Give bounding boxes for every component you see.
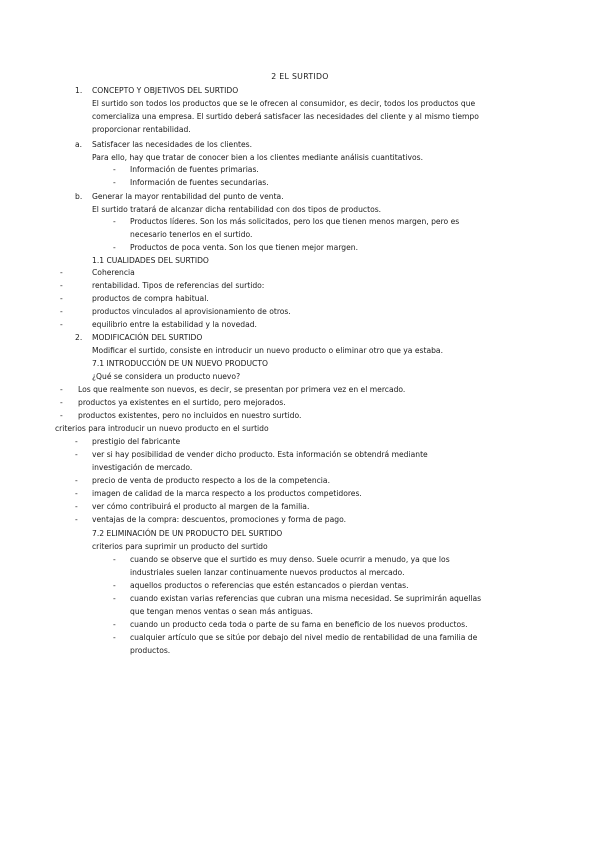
list-item: cuando existan varias referencias que cubran una misma necesidad. Se suprimirán aquellas (130, 594, 482, 603)
list-marker: - (75, 450, 78, 459)
list-item: ver si hay posibilidad de vender dicho producto. Esta información se obtendrá mediante (92, 450, 428, 459)
paragraph-line: El surtido tratará de alcanzar dicha rentabilidad con dos tipos de productos. (92, 205, 382, 214)
list-marker: - (113, 217, 116, 226)
list-marker: 1. (75, 86, 83, 95)
list-marker: - (60, 320, 63, 329)
list-marker: - (60, 294, 63, 303)
list-marker: b. (75, 192, 83, 201)
list-marker: - (113, 165, 116, 174)
list-marker: - (75, 476, 78, 485)
list-marker: - (113, 594, 116, 603)
list-marker: - (113, 581, 116, 590)
list-item: Productos de poca venta. Son los que tienen mejor margen. (130, 243, 359, 252)
list-item: Información de fuentes secundarias. (130, 178, 269, 187)
list-marker: - (75, 502, 78, 511)
list-marker: - (75, 489, 78, 498)
list-marker: - (60, 307, 63, 316)
list-item: productos vinculados al aprovisionamiento de otros. (92, 307, 291, 316)
list-item: precio de venta de producto respecto a los de la competencia. (92, 476, 330, 485)
list-item: cualquier artículo que se sitúe por debajo del nivel medio de rentabilidad de una familia de (130, 633, 478, 642)
list-marker: - (60, 411, 63, 420)
list-marker: 2. (75, 333, 83, 342)
list-marker: - (75, 437, 78, 446)
list-marker: - (60, 281, 63, 290)
list-item: imagen de calidad de la marca respecto a los productos competidores. (92, 489, 362, 498)
list-marker: - (113, 178, 116, 187)
paragraph-line: ¿Qué se considera un producto nuevo? (92, 372, 241, 381)
list-marker: - (113, 555, 116, 564)
list-marker: - (113, 620, 116, 629)
list-item: ventajas de la compra: descuentos, promociones y forma de pago. (92, 515, 346, 524)
list-marker: - (60, 268, 63, 277)
paragraph-line: El surtido son todos los productos que se le ofrecen al consumidor, es decir, todos los productos que (92, 99, 476, 108)
paragraph-line: comercializa una empresa. El surtido deberá satisfacer las necesidades del cliente y al mismo tiempo (92, 112, 479, 121)
list-item: ver cómo contribuirá el producto al margen de la familia. (92, 502, 310, 511)
list-item: Coherencia (92, 268, 135, 277)
paragraph-line: criterios para suprimir un producto del surtido (92, 542, 268, 551)
list-item: Los que realmente son nuevos, es decir, se presentan por primera vez en el mercado. (78, 385, 406, 394)
list-item-continuation: necesario tenerlos en el surtido. (130, 230, 253, 239)
heading-modificacion: MODIFICACIÓN DEL SURTIDO (92, 333, 203, 342)
list-item: Información de fuentes primarias. (130, 165, 259, 174)
list-item: productos de compra habitual. (92, 294, 209, 303)
list-item: aquellos productos o referencias que estén estancados o pierdan ventas. (130, 581, 409, 590)
list-marker: a. (75, 140, 83, 149)
list-item: cuando se observe que el surtido es muy denso. Suele ocurrir a menudo, ya que los (130, 555, 450, 564)
list-item: productos ya existentes en el surtido, pero mejorados. (78, 398, 286, 407)
list-item-continuation: investigación de mercado. (92, 463, 193, 472)
paragraph-line: proporcionar rentabilidad. (92, 125, 191, 134)
document-title: 2 EL SURTIDO (271, 72, 329, 81)
paragraph-line: Para ello, hay que tratar de conocer bien a los clientes mediante análisis cuantitativos. (92, 153, 424, 162)
heading-eliminacion: 7.2 ELIMINACIÓN DE UN PRODUCTO DEL SURTIDO (92, 529, 283, 538)
paragraph-line: criterios para introducir un nuevo producto en el surtido (55, 424, 269, 433)
list-marker: - (75, 515, 78, 524)
list-marker: - (113, 633, 116, 642)
list-item: Generar la mayor rentabilidad del punto de venta. (92, 192, 284, 201)
heading-introduccion: 7.1 INTRODUCCIÓN DE UN NUEVO PRODUCTO (92, 359, 268, 368)
list-marker: - (60, 385, 63, 394)
list-item: productos existentes, pero no incluidos en nuestro surtido. (78, 411, 302, 420)
list-item: cuando un producto ceda toda o parte de su fama en beneficio de los nuevos productos. (130, 620, 468, 629)
list-item: rentabilidad. Tipos de referencias del surtido: (92, 281, 265, 290)
list-item-continuation: que tengan menos ventas o sean más antiguas. (130, 607, 313, 616)
list-item-continuation: industriales suelen lanzar continuamente nuevos productos al mercado. (130, 568, 405, 577)
list-marker: - (113, 243, 116, 252)
heading-cualidades: 1.1 CUALIDADES DEL SURTIDO (92, 256, 209, 265)
list-item: Productos líderes. Son los más solicitados, pero los que tienen menos margen, pero es (130, 217, 460, 226)
list-item: Satisfacer las necesidades de los clientes. (92, 140, 253, 149)
list-item: prestigio del fabricante (92, 437, 181, 446)
paragraph-line: Modificar el surtido, consiste en introducir un nuevo producto o eliminar otro que ya estaba. (92, 346, 443, 355)
list-marker: - (60, 398, 63, 407)
list-item: equilibrio entre la estabilidad y la novedad. (92, 320, 257, 329)
heading-concepto: CONCEPTO Y OBJETIVOS DEL SURTIDO (92, 86, 239, 95)
list-item-continuation: productos. (130, 646, 171, 655)
